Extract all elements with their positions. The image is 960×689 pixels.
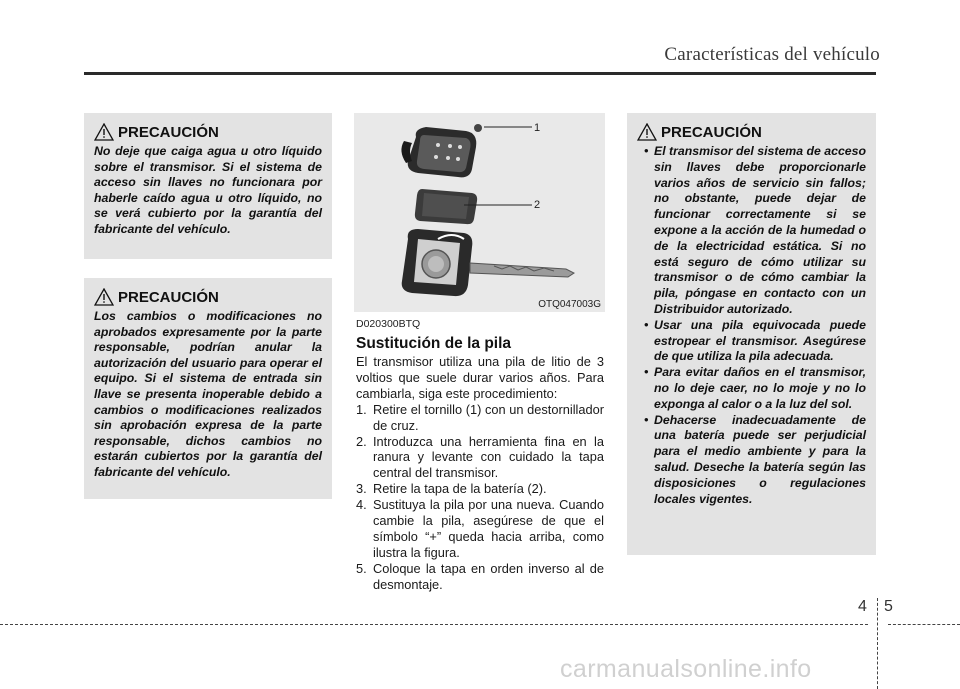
caution-title-text: PRECAUCIÓN: [118, 124, 219, 141]
caution-bullet-item: [637, 318, 866, 365]
bullet-text: Dehacerse inadecuadamente de una batería puede ser perjudicial para el medio ambiente y para la salud. Deseche la batería según las disposiciones o regulaciones locales vigentes.: [654, 412, 866, 506]
page-chapter-number: 4: [858, 598, 867, 615]
caution-box-modifications: [84, 278, 332, 499]
section-doc-code: D020300BTQ: [356, 318, 421, 330]
step-item: [356, 402, 604, 434]
step-item: [356, 434, 604, 482]
screw: [474, 124, 532, 132]
bullet-glyph: •: [644, 412, 649, 427]
page-header-title: Características del vehículo: [664, 44, 880, 65]
step-item: [356, 561, 604, 593]
key-exploded-illustration: [354, 113, 605, 312]
key-top-cover: [401, 127, 476, 177]
warning-triangle-icon: [94, 123, 114, 141]
caution-bullet-item: [637, 144, 866, 318]
caution-box-transmitter: [627, 113, 876, 555]
caution-box-title: [637, 123, 866, 141]
caution-title-text: PRECAUCIÓN: [661, 124, 762, 141]
caution-box-water: [84, 113, 332, 259]
step-item: [356, 481, 604, 497]
battery-cover: [415, 189, 532, 224]
caution-box-title: [94, 123, 322, 141]
key-battery-figure: [354, 113, 605, 312]
bullet-glyph: •: [644, 317, 649, 332]
step-number: 3.: [356, 481, 367, 497]
warning-triangle-icon: [94, 288, 114, 306]
header-divider: [84, 72, 876, 75]
bullet-glyph: •: [644, 144, 649, 158]
caution-bullet-item: [637, 365, 866, 412]
caution-text: No deje que caiga agua u otro líquido sobre el transmisor. Si el sistema de acceso sin llaves no funcionara por haberle caído agua u otro líquido, no se verá cubierto por la garantía del fabricante del vehículo.: [94, 144, 322, 236]
caution-title-text: PRECAUCIÓN: [118, 289, 219, 306]
footer-dashed-rule: [888, 624, 960, 625]
intro-paragraph: El transmisor utiliza una pila de litio de 3 voltios que suele durar varios años. Para cambiarla, siga este procedimiento:: [356, 354, 604, 401]
bullet-text: Para evitar daños en el transmisor, no lo deje caer, no lo moje y no lo exponga al calor o a la luz del sol.: [654, 365, 866, 411]
step-number: 2.: [356, 433, 367, 449]
step-number: 1.: [356, 401, 367, 417]
battery-replacement-instructions: [356, 354, 604, 593]
callout-2: 2: [534, 199, 541, 211]
page-number: 5: [884, 598, 893, 615]
step-text: Coloque la tapa en orden inverso al de desmontaje.: [373, 560, 604, 592]
bullet-glyph: •: [644, 365, 649, 380]
figure-code: OTQ047003G: [538, 299, 601, 310]
bullet-text: Usar una pila equivocada puede estropear el transmisor. Asegúrese de que utiliza la pila adecuada.: [654, 317, 866, 364]
callout-1: 1: [534, 122, 541, 134]
step-text: Retire la tapa de la batería (2).: [373, 481, 547, 497]
caution-box-title: [94, 288, 322, 306]
footer-dashed-separator: [877, 598, 878, 689]
site-watermark: carmanualsonline.info: [560, 655, 812, 683]
caution-bullet-item: [637, 413, 866, 508]
key-body: [402, 229, 574, 296]
step-text: Sustituya la pila por una nueva. Cuando cambie la pila, asegúrese de que el símbolo “+” queda hacia arriba, como ilustra la figura.: [373, 497, 604, 560]
steps-list: [356, 402, 604, 593]
caution-bullet-list: [637, 144, 866, 507]
bullet-text: El transmisor del sistema de acceso sin llaves debe proporcionarle varios años de servicio sin fallos; no obstante, puede dejar de funcionar correctamente si se expone a la acción de la humedad o de la electricidad estática. Si no está seguro de cómo utilizar su transmisor o de cómo cambiar la pila, póngase en contacto con un Distribuidor autorizado.: [654, 144, 866, 316]
step-text: Retire el tornillo (1) con un destornillador de cruz.: [373, 401, 604, 433]
step-item: [356, 497, 604, 561]
caution-text: Los cambios o modificaciones no aprobados expresamente por la parte responsable, podrían anular la autorización del usuario para operar el equipo. Si el sistema de entrada sin llave se presenta inoperable debido a cambios o modificaciones realizados sin aprobación expresa de la parte responsable, dichos cambios no estarán cubiertos por la garantía del fabricante del vehículo.: [94, 309, 322, 479]
warning-triangle-icon: [637, 123, 657, 141]
footer-dashed-rule: [0, 624, 868, 625]
section-title: Sustitución de la pila: [356, 335, 512, 352]
step-number: 5.: [356, 560, 367, 576]
step-number: 4.: [356, 497, 367, 513]
step-text: Introduzca una herramienta fina en la ranura y levante con cuidado la tapa central del transmisor.: [373, 433, 604, 481]
